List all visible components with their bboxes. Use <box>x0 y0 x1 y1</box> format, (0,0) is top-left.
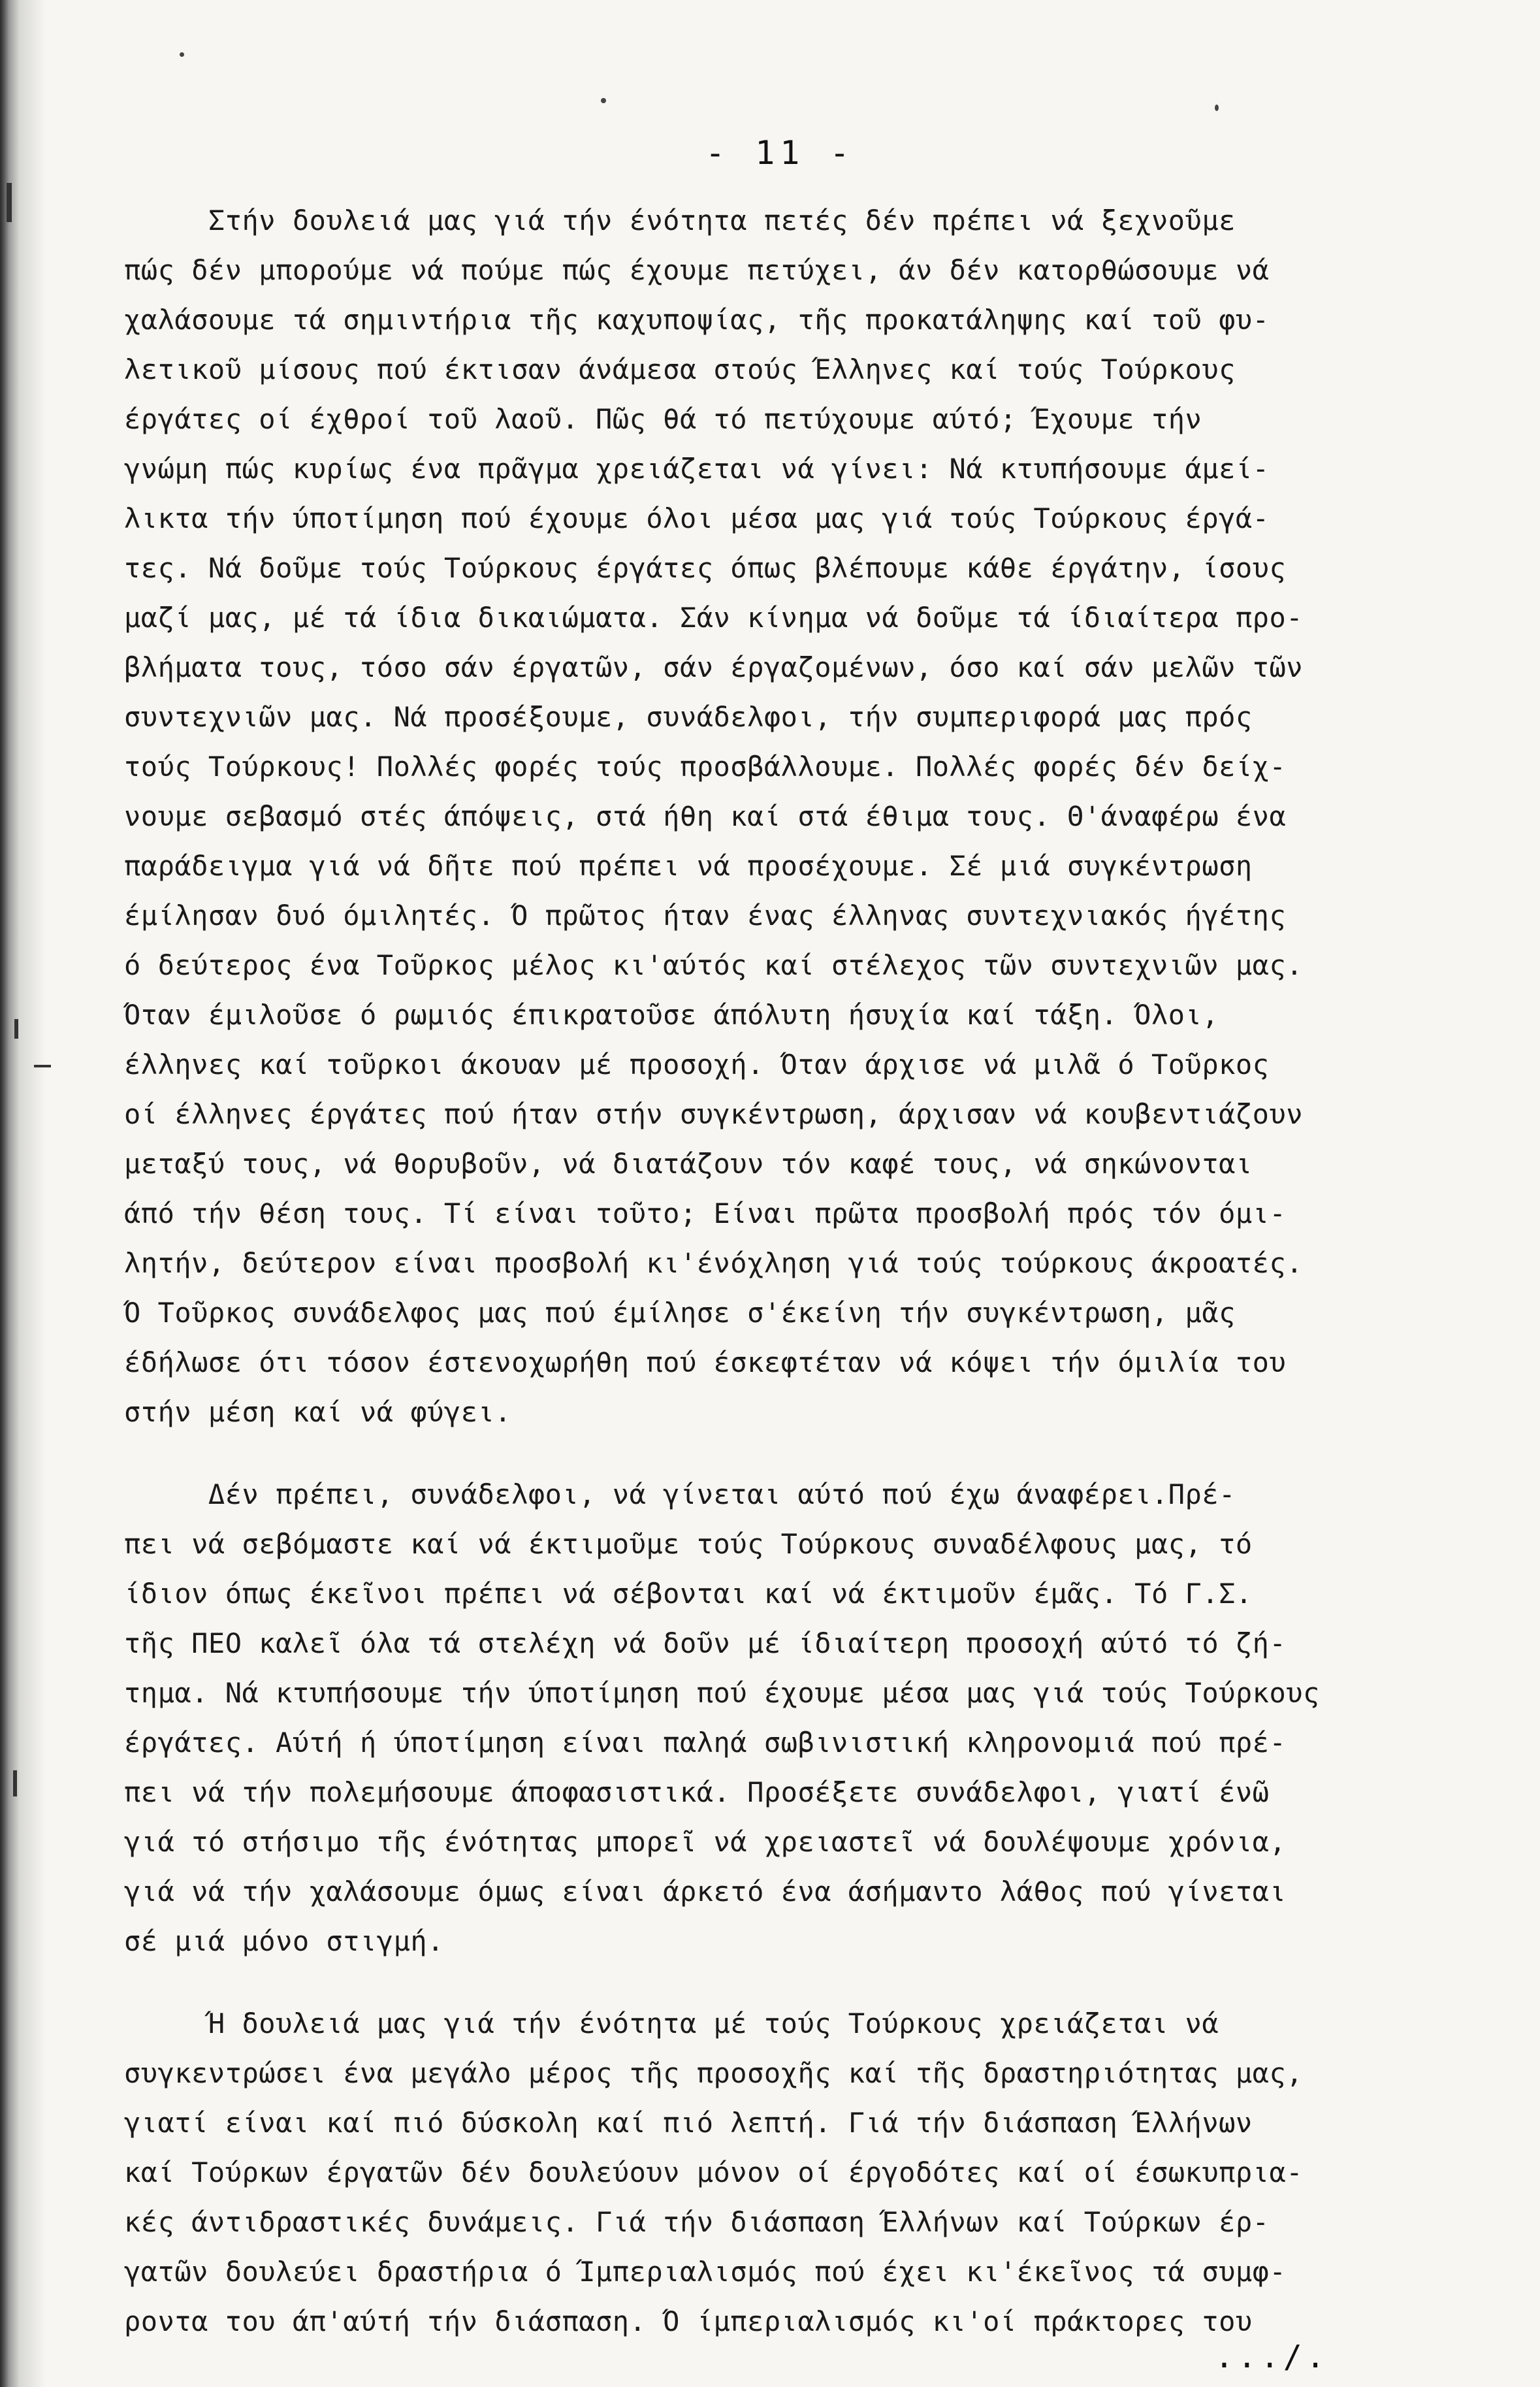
text-line: νουμε σεβασμό στές άπόψεις, στά ήθη καί στά έθιμα τους. Θ'άναφέρω ένα <box>124 800 1287 832</box>
text-line: γιά τό στήσιμο τῆς ένότητας μπορεῖ νά χρειαστεῖ νά δουλέψουμε χρόνια, <box>124 1826 1287 1858</box>
text-line: πώς δέν μπορούμε νά πούμε πώς έχουμε πετύχει, άν δέν κατορθώσουμε νά <box>124 254 1270 286</box>
text-line: άπό τήν θέση τους. Τί είναι τοῦτο; Είναι πρῶτα προσβολή πρός τόν όμι- <box>124 1197 1287 1229</box>
scan-mark <box>14 1019 18 1039</box>
text-line: τῆς ΠΕΟ καλεῖ όλα τά στελέχη νά δοῦν μέ ίδιαίτερη προσοχή αύτό τό ζή- <box>124 1627 1287 1659</box>
text-line: πει νά σεβόμαστε καί νά έκτιμοῦμε τούς Τούρκους συναδέλφους μας, τό <box>124 1528 1253 1560</box>
text-line: λικτα τήν ύποτίμηση πού έχουμε όλοι μέσα μας γιά τούς Τούρκους έργά- <box>124 502 1270 534</box>
text-line: Στήν δουλειά μας γιά τήν ένότητα πετές δέν πρέπει νά ξεχνοῦμε <box>124 204 1236 236</box>
text-line: γιά νά τήν χαλάσουμε όμως είναι άρκετό ένα άσήμαντο λάθος πού γίνεται <box>124 1876 1287 1908</box>
text-line: έργάτες οί έχθροί τοῦ λαοῦ. Πῶς θά τό πετύχουμε αύτό; Έχουμε τήν <box>124 403 1202 435</box>
page-number: - 11 - <box>705 134 855 172</box>
text-line: γατῶν δουλεύει δραστήρια ό Ίμπεριαλισμός πού έχει κι'έκεῖνος τά συμφ- <box>124 2256 1287 2288</box>
text-line: ροντα του άπ'αύτή τήν διάσπαση. Ό ίμπεριαλισμός κι'οί πράκτορες του <box>124 2305 1253 2337</box>
text-line: γιατί είναι καί πιό δύσκολη καί πιό λεπτή. Γιά τήν διάσπαση Έλλήνων <box>124 2107 1253 2139</box>
continuation-mark: .../. <box>1215 2339 1329 2375</box>
text-line: ίδιον όπως έκεῖνοι πρέπει νά σέβονται καί νά έκτιμοῦν έμᾶς. Τό Γ.Σ. <box>124 1578 1253 1610</box>
text-line: στήν μέση καί νά φύγει. <box>124 1396 512 1428</box>
paragraph-gap <box>124 1966 1528 1999</box>
text-line: γνώμη πώς κυρίως ένα πρᾶγμα χρειάζεται νά γίνει: Νά κτυπήσουμε άμεί- <box>124 453 1270 485</box>
paragraph <box>124 1999 1528 2346</box>
text-line: τες. Νά δοῦμε τούς Τούρκους έργάτες όπως βλέπουμε κάθε έργάτην, ίσους <box>124 552 1287 584</box>
text-line: χαλάσουμε τά σημιντήρια τῆς καχυποψίας, τῆς προκατάληψης καί τοῦ φυ- <box>124 304 1270 336</box>
text-line: Όταν έμιλοῦσε ό ρωμιός έπικρατοῦσε άπόλυτη ήσυχία καί τάξη. Όλοι, <box>124 999 1219 1031</box>
text-line: έλληνες καί τοῦρκοι άκουαν μέ προσοχή. Όταν άρχισε νά μιλᾶ ό Τοῦρκος <box>124 1048 1270 1080</box>
paragraph-gap <box>124 1437 1528 1470</box>
text-line: πει νά τήν πολεμήσουμε άποφασιστικά. Προσέξετε συνάδελφοι, γιατί ένῶ <box>124 1776 1270 1808</box>
text-line: τούς Τούρκους! Πολλές φορές τούς προσβάλλουμε. Πολλές φορές δέν δείχ- <box>124 751 1287 783</box>
scan-speck <box>601 98 606 103</box>
scan-mark <box>7 183 12 222</box>
scan-mark <box>34 1065 51 1067</box>
text-line: Ό Τοῦρκος συνάδελφος μας πού έμίλησε σ'έκείνη τήν συγκέντρωση, μᾶς <box>124 1297 1236 1329</box>
text-line: τημα. Νά κτυπήσουμε τήν ύποτίμηση πού έχουμε μέσα μας γιά τούς Τούρκους <box>124 1677 1320 1709</box>
text-line: κές άντιδραστικές δυνάμεις. Γιά τήν διάσπαση Έλλήνων καί Τούρκων έρ- <box>124 2206 1270 2238</box>
scan-speck <box>1215 105 1219 111</box>
text-line: σέ μιά μόνο στιγμή. <box>124 1925 444 1957</box>
text-line: λητήν, δεύτερον είναι προσβολή κι'ένόχληση γιά τούς τούρκους άκροατές. <box>124 1247 1304 1279</box>
text-line: συντεχνιῶν μας. Νά προσέξουμε, συνάδελφοι, τήν συμπεριφορά μας πρός <box>124 701 1253 733</box>
paragraph <box>124 196 1528 1437</box>
text-line: μεταξύ τους, νά θορυβοῦν, νά διατάζουν τόν καφέ τους, νά σηκώνονται <box>124 1148 1253 1180</box>
scan-edge-shadow <box>0 0 46 2387</box>
text-line: βλήματα τους, τόσο σάν έργατῶν, σάν έργαζομένων, όσο καί σάν μελῶν τῶν <box>124 651 1304 683</box>
text-line: παράδειγμα γιά νά δῆτε πού πρέπει νά προσέχουμε. Σέ μιά συγκέντρωση <box>124 850 1253 882</box>
text-line: Δέν πρέπει, συνάδελφοι, νά γίνεται αύτό πού έχω άναφέρει.Πρέ- <box>124 1478 1236 1510</box>
text-line: μαζί μας, μέ τά ίδια δικαιώματα. Σάν κίνημα νά δοῦμε τά ίδιαίτερα προ- <box>124 602 1304 634</box>
text-line: οί έλληνες έργάτες πού ήταν στήν συγκέντρωση, άρχισαν νά κουβεντιάζουν <box>124 1098 1304 1130</box>
text-line: έργάτες. Αύτή ή ύποτίμηση είναι παληά σωβινιστική κληρονομιά πού πρέ- <box>124 1727 1287 1759</box>
scan-speck <box>180 52 184 57</box>
text-line: συγκεντρώσει ένα μεγάλο μέρος τῆς προσοχῆς καί τῆς δραστηριότητας μας, <box>124 2057 1304 2089</box>
text-line: καί Τούρκων έργατῶν δέν δουλεύουν μόνον οί έργοδότες καί οί έσωκυπρια- <box>124 2156 1304 2188</box>
text-line: Ή δουλειά μας γιά τήν ένότητα μέ τούς Τούρκους χρειάζεται νά <box>124 2007 1219 2039</box>
paragraph <box>124 1470 1528 1966</box>
document-body <box>124 196 1528 2346</box>
scan-mark <box>13 1770 17 1796</box>
text-line: έδήλωσε ότι τόσον έστενοχωρήθη πού έσκεφτέταν νά κόψει τήν όμιλία του <box>124 1346 1287 1378</box>
text-line: έμίλησαν δυό όμιλητές. Ό πρῶτος ήταν ένας έλληνας συντεχνιακός ήγέτης <box>124 900 1287 932</box>
text-line: ό δεύτερος ένα Τοῦρκος μέλος κι'αύτός καί στέλεχος τῶν συντεχνιῶν μας. <box>124 949 1304 981</box>
text-line: λετικοῦ μίσους πού έκτισαν άνάμεσα στούς Έλληνες καί τούς Τούρκους <box>124 353 1236 385</box>
